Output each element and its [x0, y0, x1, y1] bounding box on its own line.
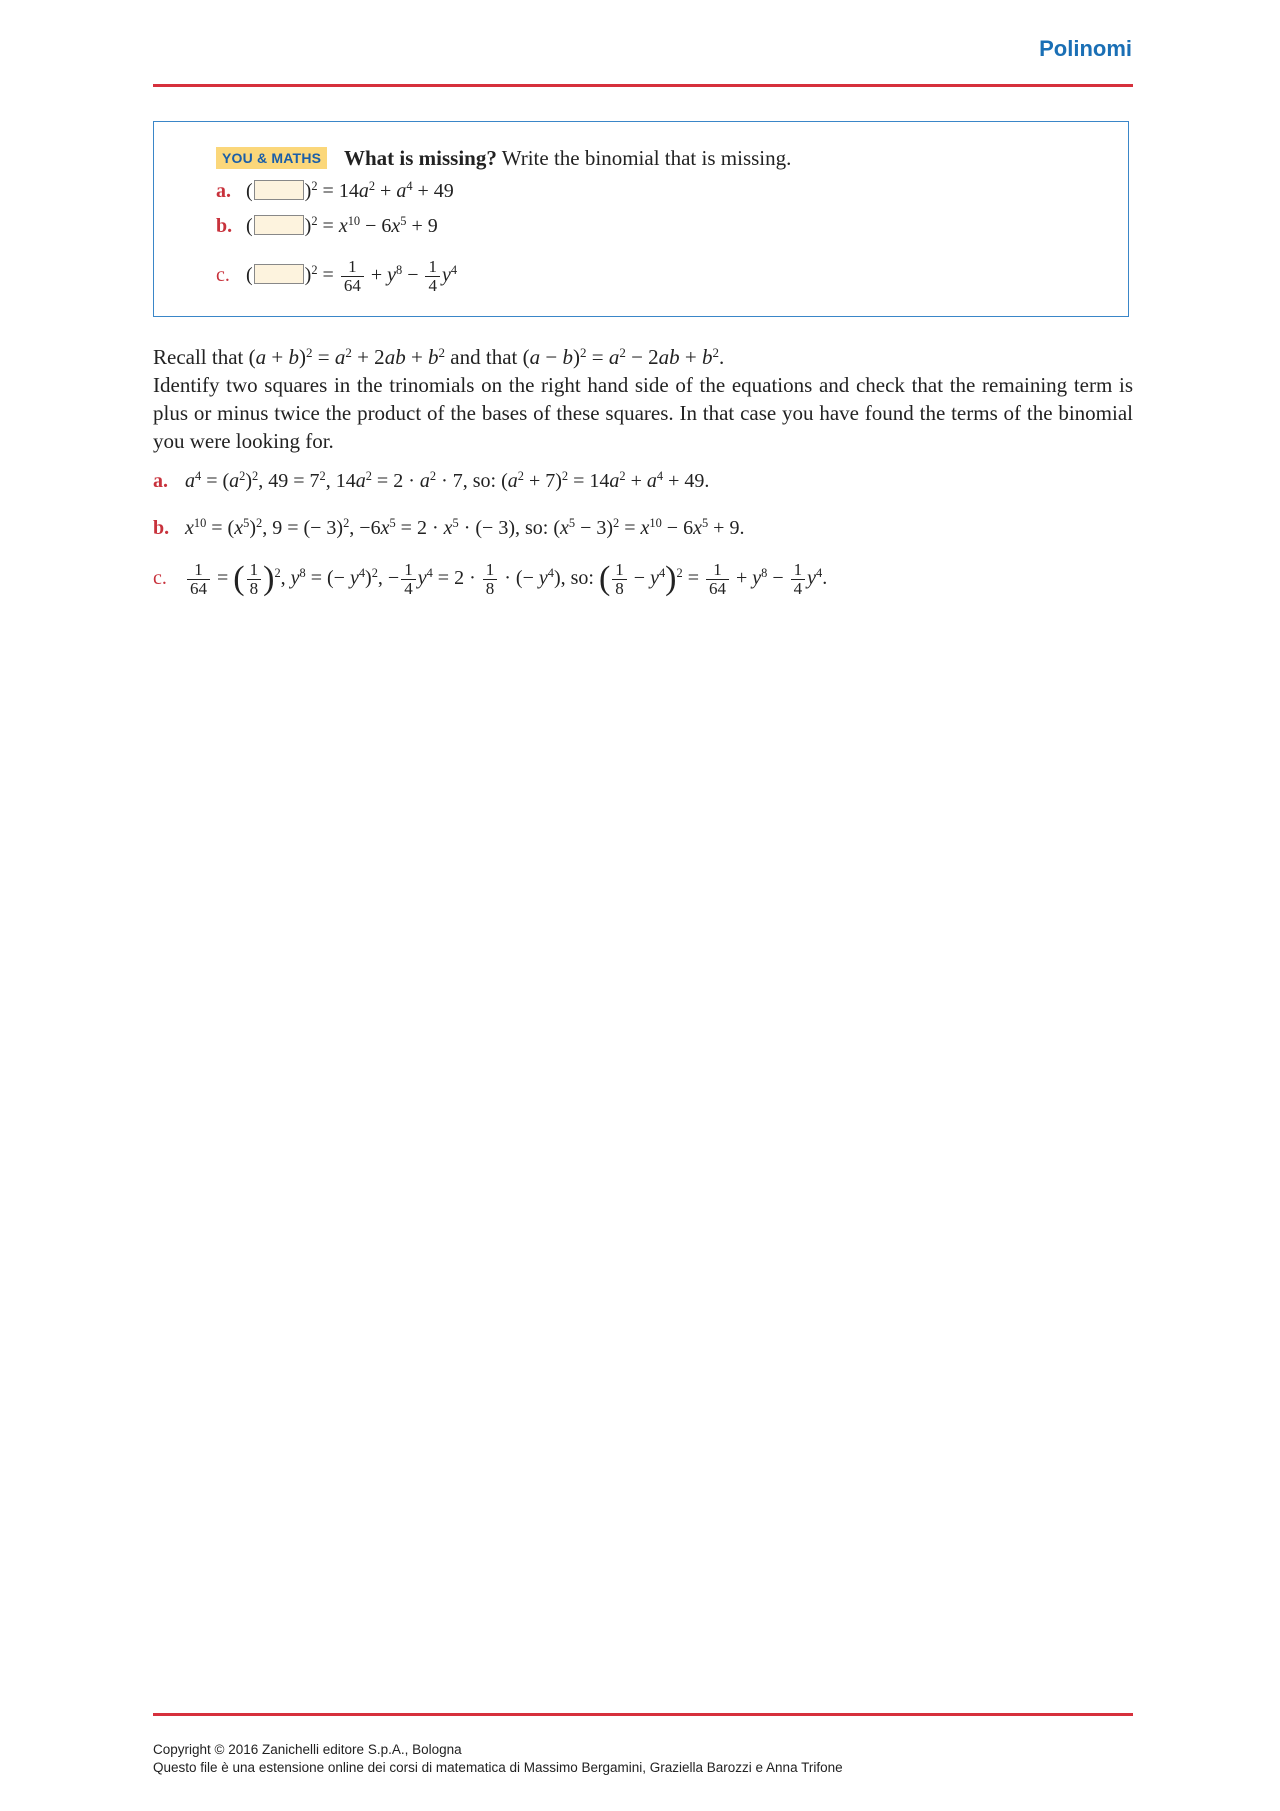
- exercise-title: [344, 146, 791, 171]
- solution-letter: c.: [153, 567, 167, 589]
- answer-blank[interactable]: [254, 264, 304, 284]
- footer: [153, 1741, 843, 1777]
- answer-blank[interactable]: [254, 215, 304, 235]
- item-equation: = $\frac{1}{64}$ + $y^8$ − $\frac{1}{4}$ $y^4$: [322, 257, 458, 295]
- item-equation: = $14a^2 + a^4 + 49$: [322, 179, 454, 202]
- you-and-maths-badge: YOU & MATHS: [216, 147, 327, 169]
- exercise-title-rest: Write the binomial that is missing.: [501, 146, 792, 170]
- solution-letter: a.: [153, 470, 168, 492]
- footer-rule: [153, 1713, 1133, 1716]
- exercise-item-c: c. ( )$^2$ = $\frac{1}{64}$ + $y^8$ − $\frac{1}{4}$ $y^4$: [216, 257, 458, 295]
- exercise-item-b: b. ( )$^2 = x^{10} - 6x^5 + 9$: [216, 214, 438, 237]
- item-letter: b.: [216, 215, 233, 237]
- item-letter: c.: [216, 263, 230, 286]
- credits-line: Questo file è una estensione online dei corsi di matematica di Massimo Bergamini, Graziella Barozzi e Anna Trifone: [153, 1760, 843, 1775]
- section-title: Polinomi: [1039, 36, 1132, 61]
- copyright-line: Copyright © 2016 Zanichelli editore S.p.A., Bologna: [153, 1742, 462, 1757]
- header-rule: [153, 84, 1133, 87]
- item-equation: = $x^{10} - 6x^5 + 9$: [322, 214, 438, 237]
- instructions-paragraph: Identify two squares in the trinomials on the right hand side of the equations and check that the remaining term is plus or minus twice the product of the bases of these squares. In that case you have found the terms of the binomial you were looking for.: [153, 373, 1133, 453]
- answer-blank[interactable]: [254, 180, 304, 200]
- solution-letter: b.: [153, 517, 170, 539]
- recall-sentence: Recall that $(a + b)^2 = a^2 + 2ab + b^2$ and that $(a - b)^2 = a^2 - 2ab + b^2$.: [153, 344, 725, 369]
- exercise-box: [153, 121, 1129, 317]
- explanation: [153, 343, 1133, 455]
- solution-a: a. $a^4 = (a^2)^2$, $49 = 7^2$, $14a^2 = 2 \cdot a^2 \cdot 7$, so: $(a^2 + 7)^2 = 14a^2 + a^4 + 49$.: [153, 469, 710, 492]
- solution-b: b. $x^{10} = (x^5)^2$, 9 = (− 3)$^2$, $-6x^5 = 2 \cdot x^5$ · (− 3), so: $(x^5 - 3)^2 = x^{10} - 6x^5 + 9$.: [153, 516, 745, 539]
- exercise-title-bold: What is missing?: [344, 146, 497, 170]
- item-letter: a.: [216, 180, 231, 202]
- solution-c: c. $\frac{1}{64}$ = ( $\frac{1}{8}$ )$^2$, $y^8$ = (− $y^4)^2$, − $\frac{1}{4}$ $y^4 = 2$ · $\frac{1}{8}$ · (− $y^4$), so: ( $\frac{1}{8}$ − $y^4)^2$ = $\frac{1}{64}$ + $y^8$ − $\frac{1}{4}$ $y^4$.: [153, 560, 828, 598]
- exercise-item-a: a. ( )$^2 = 14a^2 + a^4 + 49$: [216, 179, 454, 202]
